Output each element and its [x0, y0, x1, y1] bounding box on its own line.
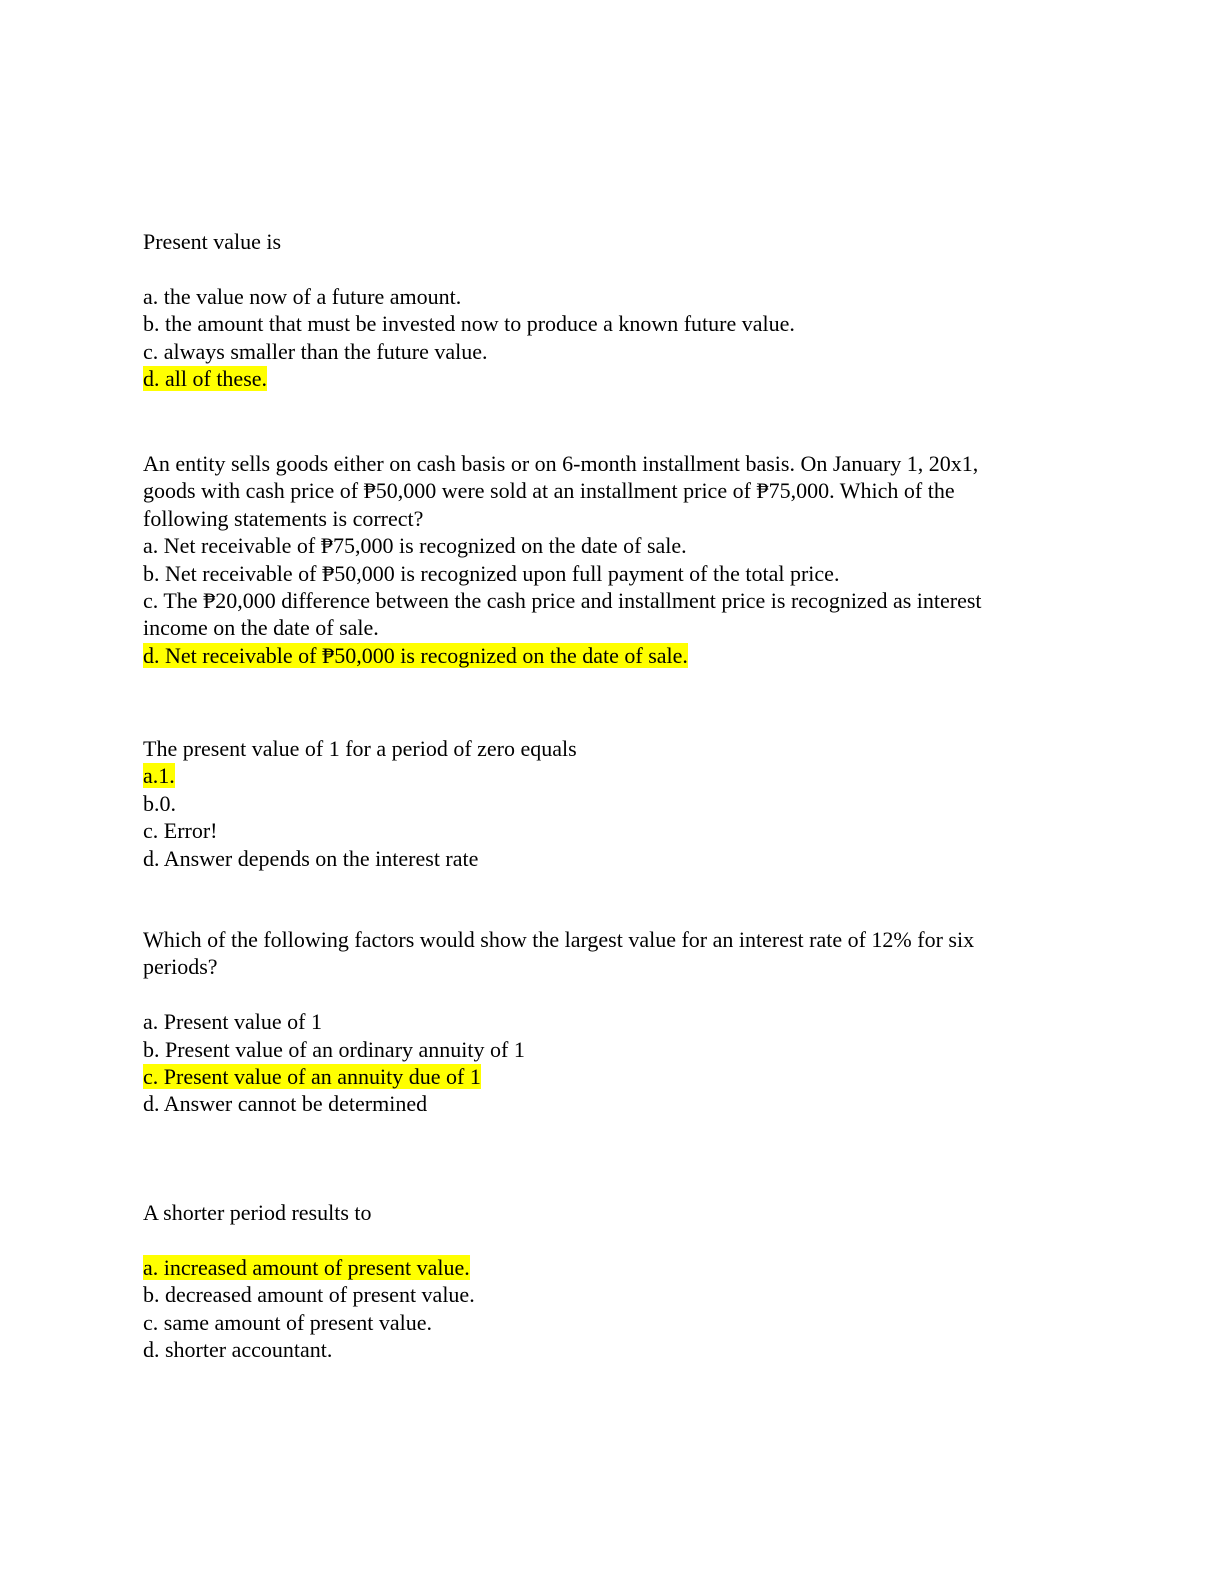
- question-3-option-a-answer: [143, 762, 1073, 789]
- question-1-option-a: a. the value now of a future amount.: [143, 283, 462, 309]
- question-3-option-c: c. Error!: [143, 818, 218, 844]
- question-2-stem-line-1: An entity sells goods either on cash basis or on 6-month installment basis. On January 1, 20x1,: [143, 451, 979, 476]
- question-5: [143, 1199, 1073, 1363]
- question-2-option-d-answer: [143, 642, 1073, 669]
- question-2-option-a: a. Net receivable of ₱75,000 is recognized on the date of sale.: [143, 533, 687, 559]
- question-5-option-d: d. shorter accountant.: [143, 1337, 333, 1363]
- question-4-stem-line-1: Which of the following factors would show the largest value for an interest rate of 12% for six: [143, 927, 975, 952]
- spacer: [143, 255, 1073, 282]
- question-1-option-b: b. the amount that must be invested now to produce a known future value.: [143, 311, 795, 337]
- question-4-stem-line-2: periods?: [143, 954, 218, 980]
- question-4-option-a: a. Present value of 1: [143, 1009, 322, 1035]
- question-4: [143, 926, 1073, 1118]
- question-2-stem-line-3: following statements is correct?: [143, 505, 424, 531]
- question-3: [143, 735, 1073, 872]
- question-5-option-c: c. same amount of present value.: [143, 1309, 432, 1335]
- answer-highlight: a.1.: [143, 763, 175, 789]
- question-2-option-c-line-2: income on the date of sale.: [143, 615, 379, 641]
- spacer: [143, 981, 1073, 1008]
- answer-highlight: d. all of these.: [143, 366, 268, 392]
- question-1-stem: Present value is: [143, 229, 282, 254]
- question-4-option-d: d. Answer cannot be determined: [143, 1091, 428, 1117]
- spacer: [143, 1226, 1073, 1253]
- answer-highlight: a. increased amount of present value.: [143, 1254, 470, 1280]
- question-3-stem: The present value of 1 for a period of zero equals: [143, 736, 577, 761]
- answer-highlight: d. Net receivable of ₱50,000 is recognized on the date of sale.: [143, 642, 688, 668]
- question-5-option-b: b. decreased amount of present value.: [143, 1282, 475, 1308]
- question-1: [143, 228, 1073, 392]
- question-1-option-c: c. always smaller than the future value.: [143, 338, 488, 364]
- answer-highlight: c. Present value of an annuity due of 1: [143, 1064, 481, 1090]
- question-2-option-c-line-1: c. The ₱20,000 difference between the cash price and installment price is recognized as interest: [143, 588, 982, 614]
- question-2: [143, 450, 1073, 669]
- question-3-option-b: b.0.: [143, 790, 176, 816]
- question-5-stem: A shorter period results to: [143, 1200, 372, 1225]
- question-2-option-b: b. Net receivable of ₱50,000 is recognized upon full payment of the total price.: [143, 560, 840, 586]
- question-4-option-c-answer: [143, 1063, 1073, 1090]
- question-1-option-d-answer: [143, 365, 1073, 392]
- question-4-option-b: b. Present value of an ordinary annuity of 1: [143, 1036, 525, 1062]
- question-5-option-a-answer: [143, 1254, 1073, 1281]
- question-2-stem-line-2: goods with cash price of ₱50,000 were sold at an installment price of ₱75,000. Which of the: [143, 478, 955, 504]
- question-3-option-d: d. Answer depends on the interest rate: [143, 845, 479, 871]
